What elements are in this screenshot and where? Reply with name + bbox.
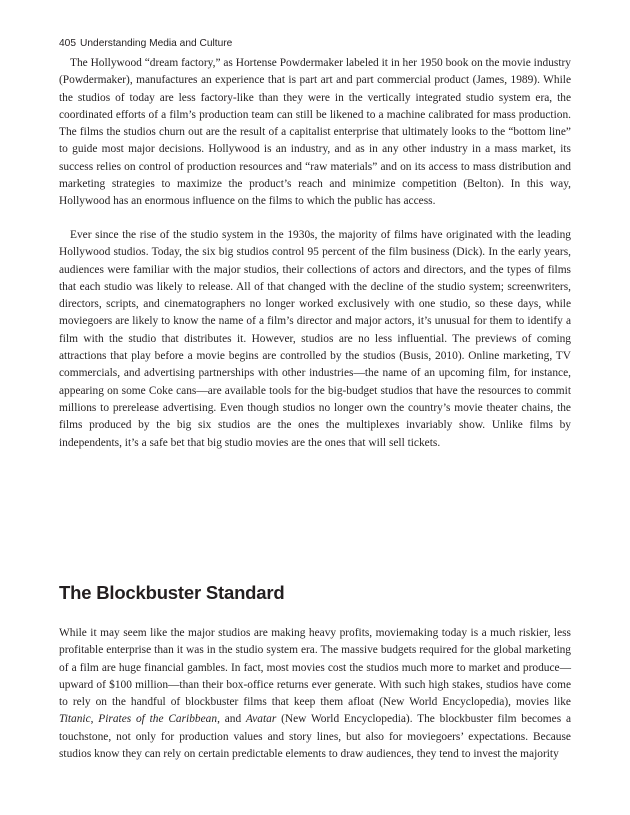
page-number: 405 — [59, 38, 76, 49]
film-title-titanic: Titanic — [59, 713, 91, 726]
film-title-pirates: Pirates of the Caribbean — [98, 713, 218, 726]
body-paragraph-1: The Hollywood “dream factory,” as Hortense Powdermaker labeled it in her 1950 book on the movie industry (Powdermaker), manufactures an experience that is part art and part commercial product (James, 1989). While the studios of today are less factory-like than they were in the vertically integrated studio system era, the coordinated efforts of a film’s production team can still be likened to a machine calibrated for mass production. The films the studios churn out are the result of a capitalist enterprise that ultimately looks to the “bottom line” to guide most major decisions. Hollywood is an industry, and as in any other industry in a mass market, its success relies on control of production resources and “raw materials” and on its access to mass distribution and marketing strategies to maximize the product’s reach and minimize competition (Belton). In this way, Hollywood has an enormous influence on the films to which the public has access. — [59, 57, 571, 208]
book-title: Understanding Media and Culture — [80, 38, 233, 49]
separator-2: , and — [217, 713, 246, 726]
running-head — [59, 38, 232, 49]
body-paragraph-2: Ever since the rise of the studio system in the 1930s, the majority of films have originated with the leading Hollywood studios. Today, the six big studios control 95 percent of the film business (Dick). In the early years, audiences were familiar with the major studios, their collections of actors and directors, and the types of films that each studio was likely to release. All of that changed with the decline of the studio system; screenwriters, directors, scripts, and cinematographers no longer worked exclusively with one studio, so these days, while moviegoers are likely to know the name of a film’s director and major actors, it’s unusual for them to identify a film with the studio that distributes it. However, studios are no less influential. The previews of coming attractions that play before a movie begins are controlled by the studios (Busis, 2010). Online marketing, TV commercials, and advertising partnerships with other industries—the name of an upcoming film, for instance, appearing on some Coke cans—are available tools for the big-budget studios that have the resources to commit millions to prerelease advertising. Even though studios no longer own the country’s movie theater chains, the films produced by the big six studios are the ones the multiplexes invariably show. Unlike films by independents, it’s a safe bet that big studio movies are the ones that will sell tickets. — [59, 229, 571, 449]
film-title-avatar: Avatar — [245, 713, 277, 726]
body-paragraph-3 — [59, 625, 571, 763]
paragraph-text-end: (New World Encyclopedia). The blockbuster film becomes a touchstone, not only for production values and story lines, but also for moviegoers’ expectations. Because studios know they can rely on certain predictable elements to draw audiences, they tend to invest the majority — [59, 713, 571, 761]
separator-1: , — [90, 713, 99, 726]
section-heading: The Blockbuster Standard — [59, 582, 285, 603]
paragraph-text-start: While it may seem like the major studios are making heavy profits, moviemaking today is a much riskier, less profitable enterprise than it was in the studio system era. The massive budgets required for the global marketing of a film are huge financial gambles. In fact, most movies cost the studios much more to market and produce—upward of $100 million—than their box-office returns ever generate. With such high stakes, studios have come to rely on the handful of blockbuster films that keep them afloat (New World Encyclopedia), movies like — [59, 627, 571, 709]
